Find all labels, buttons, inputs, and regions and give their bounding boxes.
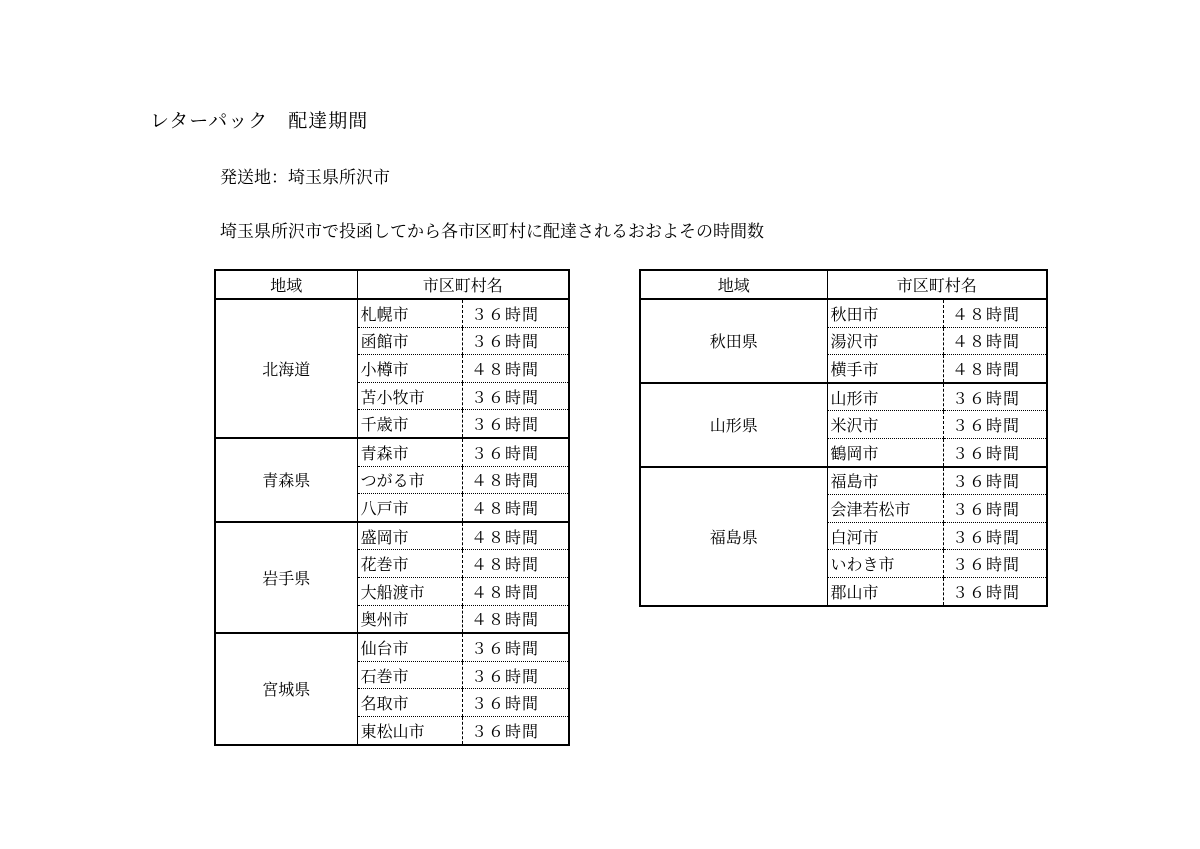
city-cell: 苫小牧市: [357, 382, 462, 410]
city-cell: 米沢市: [827, 411, 943, 439]
hours-cell: ３６時間: [943, 522, 1047, 550]
hours-cell: ３６時間: [943, 495, 1047, 523]
hours-cell: ３６時間: [943, 411, 1047, 439]
city-cell: いわき市: [827, 550, 943, 578]
hours-cell: ３６時間: [463, 633, 569, 661]
description-text: 埼玉県所沢市で投函してから各市区町村に配達されるおおよその時間数: [220, 222, 764, 242]
region-header: 地域: [215, 270, 357, 299]
city-cell: 秋田市: [827, 299, 943, 327]
table-row: [640, 467, 1047, 495]
region-cell: 宮城県: [215, 633, 357, 744]
region-cell: 岩手県: [215, 522, 357, 633]
city-cell: 花巻市: [357, 550, 462, 578]
hours-cell: ３６時間: [943, 438, 1047, 466]
city-header: 市区町村名: [827, 270, 1047, 299]
region-cell: 福島県: [640, 467, 827, 606]
city-cell: 湯沢市: [827, 327, 943, 355]
city-cell: 青森市: [357, 438, 462, 466]
hours-cell: ３６時間: [943, 383, 1047, 411]
table-row: [215, 438, 569, 466]
hours-cell: ４８時間: [463, 494, 569, 522]
city-cell: 郡山市: [827, 577, 943, 605]
hours-cell: ４８時間: [463, 550, 569, 578]
city-cell: 鶴岡市: [827, 438, 943, 466]
hours-cell: ４８時間: [943, 299, 1047, 327]
city-cell: 会津若松市: [827, 495, 943, 523]
hours-cell: ４８時間: [943, 327, 1047, 355]
city-cell: 石巻市: [357, 661, 462, 689]
hours-cell: ３６時間: [463, 661, 569, 689]
city-header: 市区町村名: [357, 270, 569, 299]
city-cell: 名取市: [357, 689, 462, 717]
table-row: [640, 299, 1047, 327]
hours-cell: ４８時間: [463, 577, 569, 605]
hours-cell: ３６時間: [943, 577, 1047, 605]
hours-cell: ３６時間: [463, 689, 569, 717]
table-row: [215, 522, 569, 550]
region-cell: 山形県: [640, 383, 827, 467]
region-cell: 秋田県: [640, 299, 827, 383]
city-cell: つがる市: [357, 466, 462, 494]
region-header: 地域: [640, 270, 827, 299]
table-header-row: [640, 270, 1047, 299]
city-cell: 横手市: [827, 355, 943, 383]
city-cell: 東松山市: [357, 716, 462, 744]
table-row: [215, 299, 569, 327]
page-title: レターパック 配達期間: [150, 110, 369, 132]
city-cell: 千歳市: [357, 410, 462, 438]
delivery-table-left: [214, 269, 570, 746]
table-row: [215, 633, 569, 661]
region-cell: 北海道: [215, 299, 357, 438]
city-cell: 福島市: [827, 467, 943, 495]
hours-cell: ４８時間: [463, 605, 569, 633]
origin-text: 発送地：埼玉県所沢市: [220, 168, 390, 188]
hours-cell: ３６時間: [463, 382, 569, 410]
city-cell: 奥州市: [357, 605, 462, 633]
city-cell: 函館市: [357, 327, 462, 355]
hours-cell: ４８時間: [463, 522, 569, 550]
delivery-table-right: [639, 269, 1048, 607]
hours-cell: ３６時間: [463, 299, 569, 327]
hours-cell: ４８時間: [463, 355, 569, 383]
hours-cell: ３６時間: [463, 716, 569, 744]
city-cell: 白河市: [827, 522, 943, 550]
city-cell: 大船渡市: [357, 577, 462, 605]
region-cell: 青森県: [215, 438, 357, 522]
city-cell: 札幌市: [357, 299, 462, 327]
city-cell: 山形市: [827, 383, 943, 411]
city-cell: 八戸市: [357, 494, 462, 522]
hours-cell: ４８時間: [463, 466, 569, 494]
table-header-row: [215, 270, 569, 299]
city-cell: 小樽市: [357, 355, 462, 383]
hours-cell: ３６時間: [463, 410, 569, 438]
table-row: [640, 383, 1047, 411]
hours-cell: ４８時間: [943, 355, 1047, 383]
hours-cell: ３６時間: [943, 467, 1047, 495]
city-cell: 盛岡市: [357, 522, 462, 550]
hours-cell: ３６時間: [463, 327, 569, 355]
hours-cell: ３６時間: [943, 550, 1047, 578]
city-cell: 仙台市: [357, 633, 462, 661]
hours-cell: ３６時間: [463, 438, 569, 466]
